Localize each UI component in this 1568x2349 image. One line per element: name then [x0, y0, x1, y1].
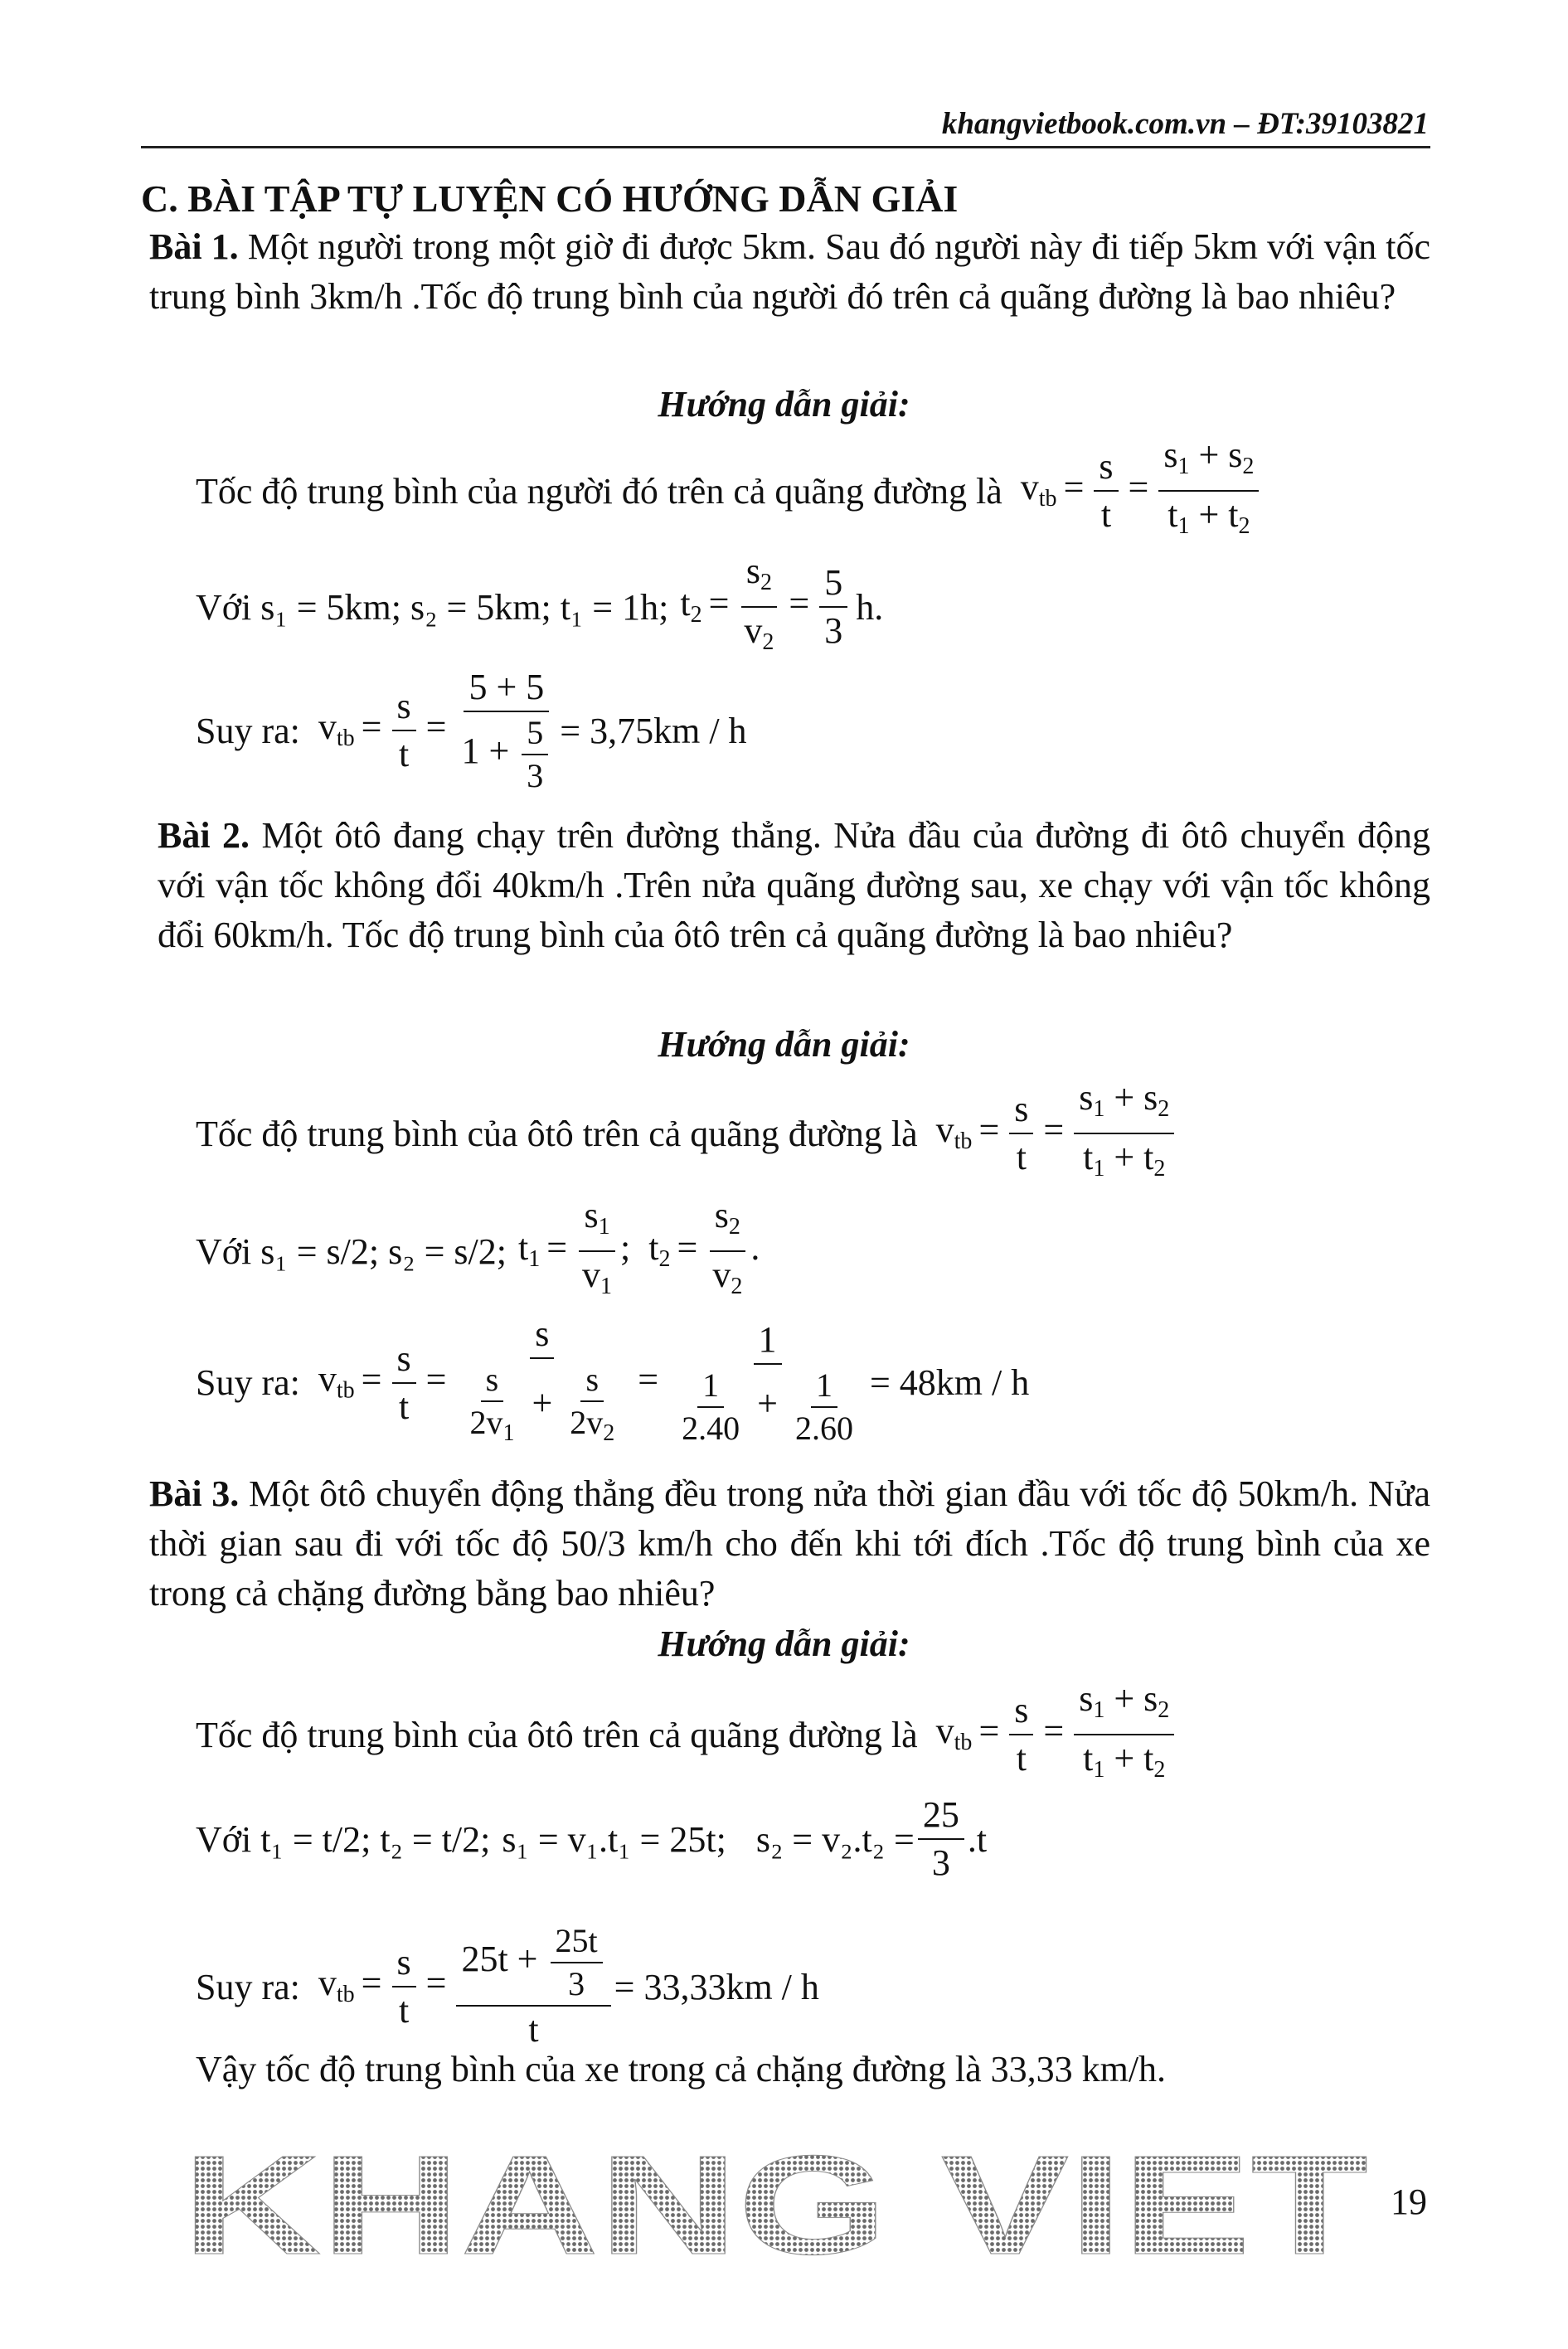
- problem-2-formula-line: [196, 1078, 1177, 1189]
- problem-1-result-line: [196, 667, 747, 794]
- problem-1-unit: h.: [856, 586, 884, 628]
- problem-3-formula-text: Tốc độ trung bình của ôtô trên cả quãng đường là: [196, 1714, 918, 1755]
- problem-1-formula-text: Tốc độ trung bình của người đó trên cả quãng đường là: [196, 470, 1002, 512]
- problem-1: [149, 222, 1430, 322]
- formula-vtb-2: $v_{tb}$ = $\frac{s}{t}$ = $\frac{s_1 + s_2}{t_1 + t_2}$: [936, 1078, 1178, 1189]
- formula-result-2: $v_{tb}$ = $\frac{s}{t}$ = s $\frac{s}{2v_1}$ + $\frac{s}{2v_2}$ = 1 $\frac{1}{2.40}$ + $\frac{1}{2.60}$: [318, 1314, 870, 1451]
- problem-2-result-label: Suy ra:: [196, 1362, 300, 1403]
- problem-3-given-line: Với t₁ = t/2; t₂ = t/2; s₁ = v₁.t₁ = 25t; s₂ = v₂.t₂ = $\frac{25}{3}$ .t: [196, 1794, 988, 1883]
- formula-s1: s₁ = v₁.t₁ = 25t;: [502, 1818, 726, 1860]
- formula-result-1: $v_{tb}$ = $\frac{s}{t}$ = 5 + 5 1 + $\frac{5}{3}$: [318, 667, 560, 794]
- header-divider: [141, 146, 1430, 148]
- problem-3-number: Bài 3.: [149, 1473, 240, 1514]
- problem-2-given-text: Với s₁ = s/2; s₂ = s/2;: [196, 1230, 507, 1272]
- problem-3-result-label: Suy ra:: [196, 1966, 300, 2007]
- problem-2-given-line: [196, 1196, 760, 1307]
- problem-1-result-label: Suy ra:: [196, 710, 300, 751]
- problem-3: [149, 1469, 1430, 1619]
- problem-3-result-line: [196, 1924, 819, 2050]
- problem-3-formula-line: [196, 1679, 1177, 1790]
- page-number: 19: [1391, 2182, 1427, 2222]
- problem-3-given-text: Với t₁ = t/2; t₂ = t/2;: [196, 1818, 491, 1860]
- logo-text: KHANG VIET: [182, 2131, 1368, 2272]
- problem-1-guide-heading: Hướng dẫn giải:: [658, 384, 910, 425]
- problem-3-result-value: = 33,33km / h: [614, 1966, 819, 2007]
- problem-3-text: Một ôtô chuyển động thẳng đều trong nửa thời gian đầu với tốc độ 50km/h. Nửa thời gian sau đi với tốc độ 50/3 km/h cho đến khi tới đích .Tốc độ trung bình của xe trong cả chặng đường bằng bao nhiêu?: [149, 1473, 1431, 1614]
- problem-1-number: Bài 1.: [149, 226, 239, 267]
- khang-viet-logo: [182, 2131, 1376, 2272]
- problem-2-number: Bài 2.: [158, 815, 250, 856]
- section-title: C. BÀI TẬP TỰ LUYỆN CÓ HƯỚNG DẪN GIẢI: [141, 177, 959, 220]
- problem-1-formula-line: [196, 435, 1262, 546]
- problem-2: [158, 811, 1430, 960]
- denominator-40: 2.40: [682, 1409, 740, 1447]
- problem-3-conclusion: [196, 2048, 1166, 2090]
- formula-t1-t2: $t_1$ = $\frac{s_1}{v_1}$ ; $t_2$ = $\frac{s_2}{v_2}$ .: [517, 1195, 760, 1299]
- problem-1-given-line: [196, 551, 883, 662]
- fraction-25-3: $\frac{25}{3}$: [918, 1795, 964, 1883]
- problem-1-given-text: Với s₁ = 5km; s₂ = 5km; t₁ = 1h;: [196, 586, 669, 628]
- formula-vtb-3: $v_{tb}$ = $\frac{s}{t}$ = $\frac{s_1 + s_2}{t_1 + t_2}$: [936, 1679, 1178, 1790]
- problem-2-result-value: = 48km / h: [869, 1362, 1030, 1403]
- header-site: khangvietbook.com.vn – ĐT:39103821: [941, 107, 1429, 141]
- formula-vtb: $v_{tb}$ = $\frac{s}{t}$ = $\frac{s_1 + s_2}{t_1 + t_2}$: [1021, 435, 1263, 546]
- denominator-60: 2.60: [794, 1409, 853, 1447]
- formula-s2: s₂ = v₂.t₂ =: [755, 1818, 915, 1860]
- problem-3-guide-heading: Hướng dẫn giải:: [658, 1623, 910, 1664]
- formula-t2: $t_2$ = $\frac{s_2}{v_2}$ = $\frac{5}{3}$: [680, 551, 851, 662]
- problem-1-text: Một người trong một giờ đi được 5km. Sau đó người này đi tiếp 5km với vận tốc trung bình 3km/h .Tốc độ trung bình của người đó trên cả quãng đường là bao nhiêu?: [149, 226, 1431, 317]
- problem-3-conclusion-text: Vậy tốc độ trung bình của xe trong cả chặng đường là 33,33 km/h.: [196, 2049, 1167, 2089]
- problem-1-result-value: = 3,75km / h: [560, 710, 747, 751]
- problem-2-result-line: [196, 1314, 1029, 1451]
- problem-2-guide-heading: Hướng dẫn giải:: [658, 1024, 910, 1065]
- formula-result-3: $v_{tb}$ = $\frac{s}{t}$ = 25t + $\frac{25t}{3}$ t: [318, 1924, 614, 2050]
- problem-2-formula-text: Tốc độ trung bình của ôtô trên cả quãng đường là: [196, 1113, 918, 1154]
- problem-2-text: Một ôtô đang chạy trên đường thẳng. Nửa đầu của đường đi ôtô chuyển động với vận tốc không đổi 40km/h .Trên nửa quãng đường sau, xe chạy với vận tốc không đổi 60km/h. Tốc độ trung bình của ôtô trên cả quãng đường là bao nhiêu?: [158, 815, 1430, 955]
